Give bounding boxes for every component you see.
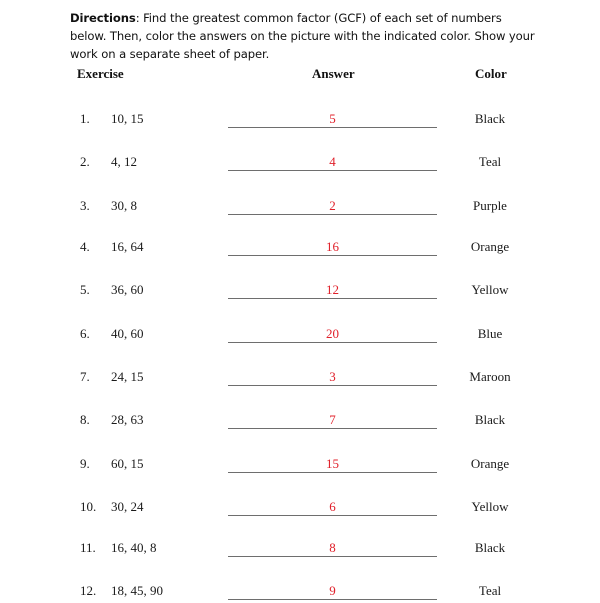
answer-field[interactable]: 3 [329,369,336,384]
color-label: Black [474,540,506,555]
exercise-numbers: 36, 60 [111,282,144,297]
exercise-number: 9. [80,456,90,471]
exercise-row [0,540,600,560]
exercise-row [0,282,600,302]
exercise-numbers: 16, 64 [111,239,144,254]
answer-field[interactable]: 2 [329,198,336,213]
answer-field[interactable]: 12 [326,282,339,297]
color-label: Teal [478,583,502,598]
exercise-row [0,111,600,131]
answer-field[interactable]: 16 [326,239,339,254]
answer-underline [228,428,437,429]
exercise-number: 4. [80,239,90,254]
color-label: Yellow [471,499,509,514]
exercise-number: 7. [80,369,90,384]
exercise-numbers: 4, 12 [111,154,137,169]
answer-underline [228,298,437,299]
color-label: Purple [473,198,507,213]
answer-field[interactable]: 7 [329,412,336,427]
column-header-answer: Answer [312,66,355,81]
exercise-numbers: 40, 60 [111,326,144,341]
answer-field[interactable]: 15 [326,456,339,471]
answer-field[interactable]: 8 [329,540,336,555]
exercise-number: 10. [80,499,97,514]
answer-underline [228,255,437,256]
color-label: Black [474,412,506,427]
directions-text: : Find the greatest common factor (GCF) of each set of numbers below. Then, color the answers on the picture with the indicated color. Show your work on a separate sheet of paper. [70,11,535,61]
exercise-number: 11. [80,540,96,555]
answer-underline [228,214,437,215]
color-label: Orange [470,239,510,254]
exercise-number: 8. [80,412,90,427]
exercise-numbers: 24, 15 [111,369,144,384]
answer-field[interactable]: 9 [329,583,336,598]
color-label: Blue [477,326,503,341]
exercise-row [0,198,600,218]
exercise-number: 1. [80,111,90,126]
answer-underline [228,170,437,171]
exercise-row [0,239,600,259]
exercise-row [0,583,600,603]
color-label: Teal [478,154,502,169]
color-label: Yellow [471,282,509,297]
exercise-row [0,369,600,389]
color-label: Black [474,111,506,126]
exercise-numbers: 30, 24 [111,499,144,514]
answer-field[interactable]: 20 [326,326,339,341]
directions-label: Directions [70,11,136,25]
answer-underline [228,556,437,557]
answer-field[interactable]: 6 [329,499,336,514]
exercise-row [0,412,600,432]
exercise-number: 2. [80,154,90,169]
exercise-numbers: 18, 45, 90 [111,583,163,598]
color-label: Orange [470,456,510,471]
exercise-number: 12. [80,583,97,598]
color-label: Maroon [469,369,511,384]
exercise-row [0,499,600,519]
answer-underline [228,342,437,343]
exercise-row [0,326,600,346]
answer-underline [228,385,437,386]
directions-paragraph [70,9,540,63]
exercise-numbers: 16, 40, 8 [111,540,157,555]
column-header-exercise: Exercise [77,66,124,81]
exercise-numbers: 10, 15 [111,111,144,126]
exercise-number: 3. [80,198,90,213]
column-header-color: Color [475,66,507,81]
exercise-number: 6. [80,326,90,341]
exercise-row [0,456,600,476]
answer-underline [228,472,437,473]
answer-field[interactable]: 5 [329,111,336,126]
exercise-number: 5. [80,282,90,297]
answer-underline [228,127,437,128]
exercise-numbers: 60, 15 [111,456,144,471]
answer-field[interactable]: 4 [329,154,336,169]
exercise-numbers: 30, 8 [111,198,137,213]
exercise-numbers: 28, 63 [111,412,144,427]
answer-underline [228,515,437,516]
exercise-row [0,154,600,174]
